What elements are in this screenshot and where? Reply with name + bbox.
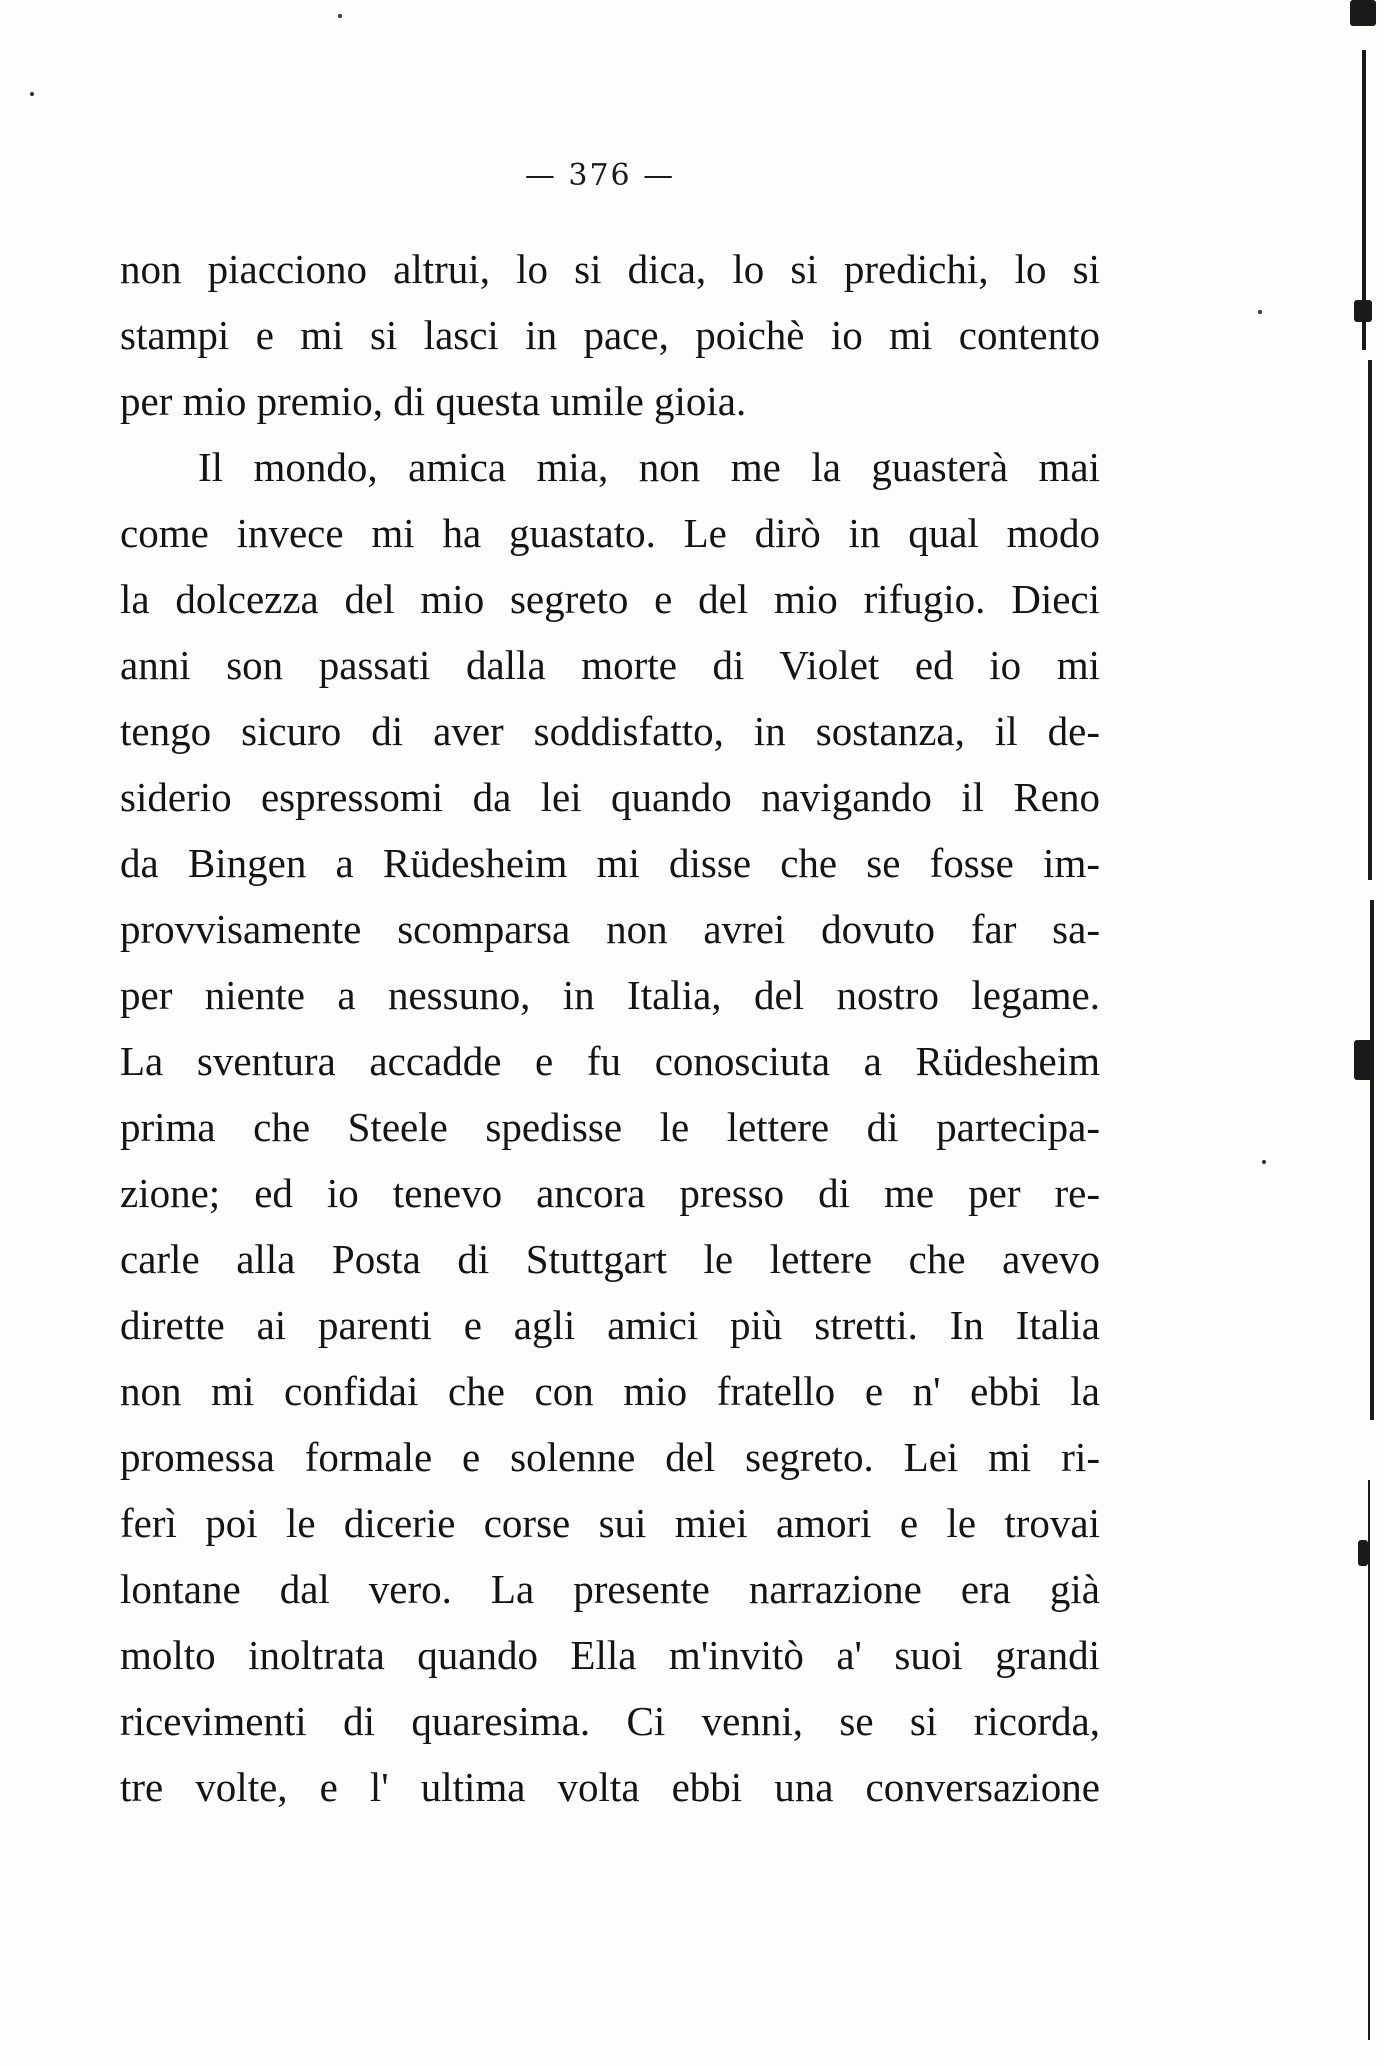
text-line: anni son passati dalla morte di Violet ed io mi — [120, 642, 1100, 688]
text-line: prima che Steele spedisse le lettere di partecipa- — [120, 1104, 1100, 1150]
binding-mark — [1350, 0, 1376, 26]
text-line: tengo sicuro di aver soddisfatto, in sostanza, il de- — [120, 708, 1100, 754]
text-line: tre volte, e l' ultima volta ebbi una conversazione — [120, 1764, 1100, 1810]
text-line: dirette ai parenti e agli amici più stretti. In Italia — [120, 1302, 1100, 1348]
paragraph-first-line: Il mondo, amica mia, non me la guasterà mai — [198, 444, 1100, 490]
text-line: provvisamente scomparsa non avrei dovuto far sa- — [120, 906, 1100, 952]
page-number: — 376 — — [524, 158, 676, 193]
binding-rule — [1370, 900, 1374, 1420]
text-line: da Bingen a Rüdesheim mi disse che se fosse im- — [120, 840, 1100, 886]
text-line: per niente a nessuno, in Italia, del nostro legame. — [120, 972, 1100, 1018]
print-speck — [30, 92, 34, 96]
text-line: per mio premio, di questa umile gioia. — [120, 378, 747, 424]
text-line: stampi e mi si lasci in pace, poichè io mi contento — [120, 312, 1100, 358]
print-speck — [1258, 310, 1262, 314]
text-line: ferì poi le dicerie corse sui miei amori e le trovai — [120, 1500, 1100, 1546]
print-speck — [338, 14, 342, 18]
binding-rule — [1368, 1480, 1370, 2040]
binding-mark — [1358, 1540, 1368, 1566]
text-line: non piacciono altrui, lo si dica, lo si predichi, lo si — [120, 246, 1100, 292]
text-line: La sventura accadde e fu conosciuta a Rüdesheim — [120, 1038, 1100, 1084]
text-line: carle alla Posta di Stuttgart le lettere che avevo — [120, 1236, 1100, 1282]
binding-mark — [1354, 300, 1372, 322]
text-line: non mi confidai che con mio fratello e n' ebbi la — [120, 1368, 1100, 1414]
text-line: promessa formale e solenne del segreto. Lei mi ri- — [120, 1434, 1100, 1480]
text-line: ricevimenti di quaresima. Ci venni, se si ricorda, — [120, 1698, 1100, 1744]
body-text — [120, 236, 1100, 1820]
binding-rule — [1368, 360, 1372, 880]
page-binding-edge — [1346, 0, 1384, 2066]
text-line: come invece mi ha guastato. Le dirò in qual modo — [120, 510, 1100, 556]
text-line: siderio espressomi da lei quando navigando il Reno — [120, 774, 1100, 820]
print-speck — [1262, 1160, 1266, 1164]
text-line: la dolcezza del mio segreto e del mio rifugio. Dieci — [120, 576, 1100, 622]
text-line: zione; ed io tenevo ancora presso di me per re- — [120, 1170, 1100, 1216]
text-line: molto inoltrata quando Ella m'invitò a' suoi grandi — [120, 1632, 1100, 1678]
text-line: lontane dal vero. La presente narrazione era già — [120, 1566, 1100, 1612]
binding-mark — [1354, 1040, 1372, 1080]
